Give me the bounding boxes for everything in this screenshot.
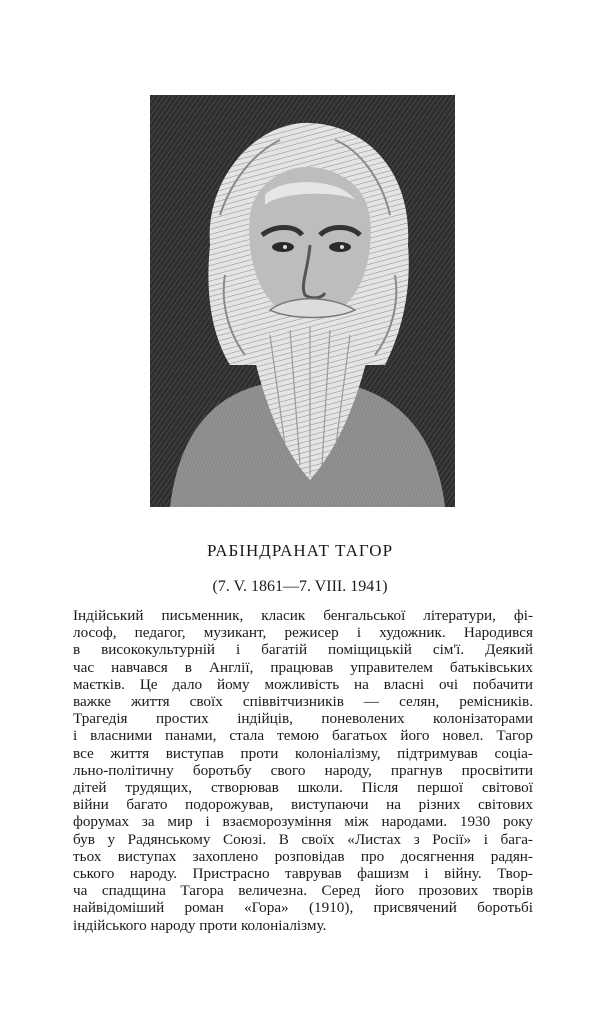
bio-line: важке життя своїх співвітчизників — селян, ремісників.	[73, 693, 533, 711]
bio-line: ча спадщина Тагора величезна. Серед його прозових творів	[73, 882, 533, 900]
bio-line: ського народу. Пристрасно таврував фашизм і війну. Твор-	[73, 865, 533, 883]
bio-line: тьох виступах захоплено розповідав про досягнення радян-	[73, 847, 533, 865]
life-dates: (7. V. 1861—7. VIII. 1941)	[212, 578, 388, 595]
bio-line: Індійський письменник, класик бенгальської літератури, фі-	[73, 607, 533, 624]
biography-text	[73, 607, 533, 934]
bio-line: льно-політичну боротьбу свого народу, прагнув просвітити	[73, 761, 533, 779]
bio-line: індійського народу проти колоніалізму.	[73, 916, 327, 934]
bio-line: був у Радянському Союзі. В своїх «Листах з Росії» і бага-	[73, 830, 533, 848]
bio-line: в висококультурній і багатій поміщицькій сім'ї. Деякий	[73, 641, 533, 659]
bio-line: Трагедія простих індійців, поневолених колонізаторами	[73, 710, 533, 728]
bio-line: все життя виступав проти колоніалізму, підтримував соціа-	[73, 744, 533, 762]
bio-line: найвідоміший роман «Гора» (1910), присвячений боротьбі	[73, 899, 533, 917]
bio-line: форумах за мир і взаєморозуміння між народами. 1930 року	[73, 813, 533, 831]
bio-line: і власними панами, стала темою багатьох його новел. Тагор	[73, 727, 533, 745]
author-name: РАБІНДРАНАТ ТАГОР	[206, 541, 394, 560]
bio-line: війни багато подорожував, виступаючи на різних світових	[73, 796, 533, 814]
bio-line: маєтків. Це дало йому можливість на власні очі побачити	[73, 675, 533, 693]
portrait-image	[150, 95, 455, 507]
portrait-engraving	[150, 95, 455, 507]
bio-line: час навчався в Англії, працював управителем батьківських	[73, 658, 533, 676]
bio-line: дітей трудящих, створював школи. Після першої світової	[73, 779, 533, 797]
bio-line: лософ, педагог, музикант, режисер і художник. Народився	[73, 624, 533, 642]
